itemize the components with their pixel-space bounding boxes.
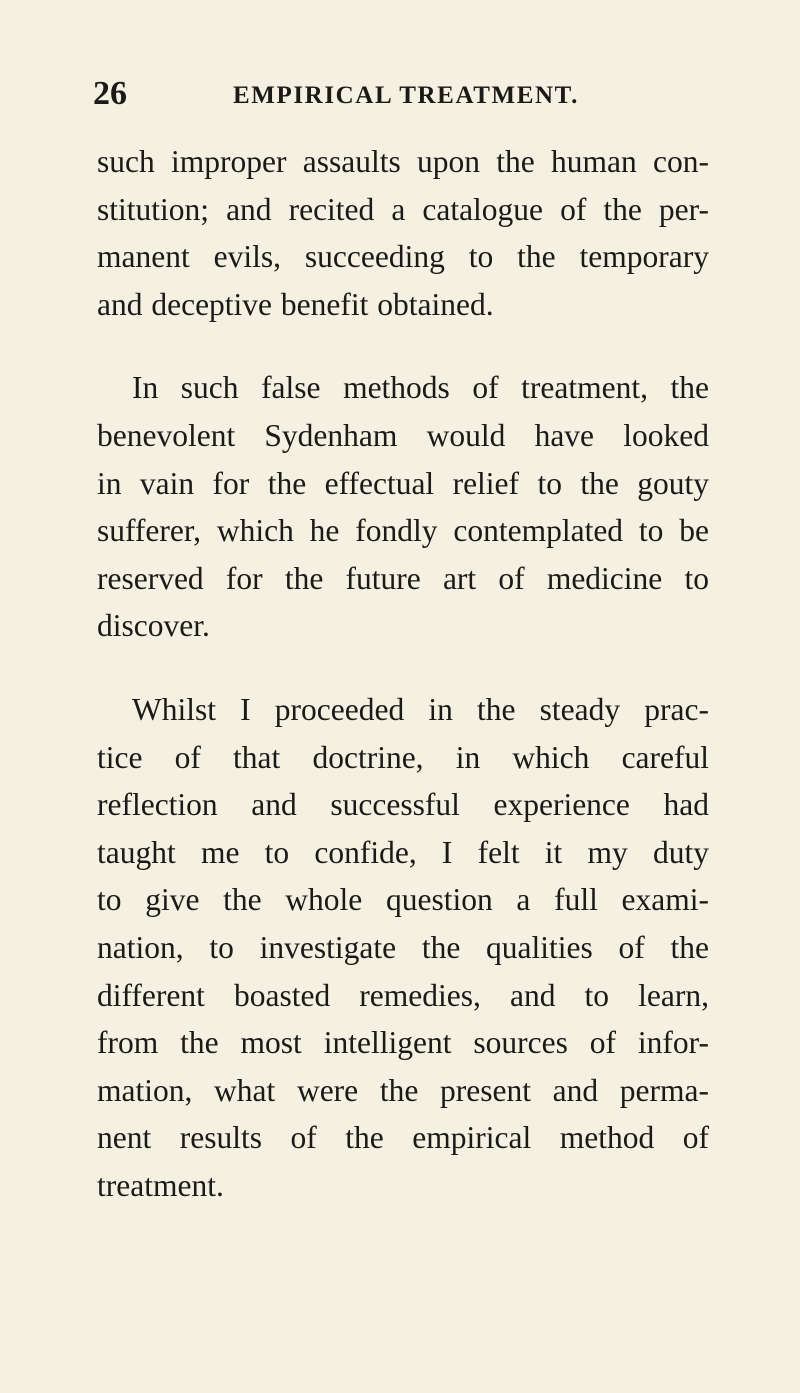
text-line: reflection and successful experience had [97,787,709,823]
text-line: stitution; and recited a catalogue of the per- [97,191,709,227]
paragraph-3 [97,686,709,1210]
text-line: tice of that doctrine, in which careful [97,739,709,775]
text-line: taught me to confide, I felt it my duty [97,834,709,870]
text-line: discover. [97,608,210,644]
running-head: EMPIRICAL TREATMENT. [233,82,579,109]
text-line: manent evils, succeeding to the temporary [97,239,709,275]
text-line: nent results of the empirical method of [97,1120,709,1156]
text-line: from the most intelligent sources of infor- [97,1025,709,1061]
text-line: In such false methods of treatment, the [132,370,709,406]
paragraph-1 [97,138,709,328]
text-line: reserved for the future art of medicine to [97,560,709,596]
text-line: and deceptive benefit obtained. [97,286,494,322]
text-line: nation, to investigate the qualities of the [97,929,709,965]
page-body [97,138,709,1209]
text-line: such improper assaults upon the human con- [97,144,709,179]
text-line: different boasted remedies, and to learn, [97,977,709,1013]
paragraph-2 [97,364,709,650]
page-number: 26 [93,75,127,112]
text-line: mation, what were the present and perma- [97,1072,709,1108]
text-line: to give the whole question a full exami- [97,882,709,918]
text-line: benevolent Sydenham would have looked [97,417,709,453]
text-line: treatment. [97,1167,224,1203]
text-line: Whilst I proceeded in the steady prac- [132,691,709,727]
text-line: sufferer, which he fondly contemplated to be [97,513,709,549]
page-header [93,74,733,114]
text-line: in vain for the effectual relief to the gouty [97,465,709,501]
